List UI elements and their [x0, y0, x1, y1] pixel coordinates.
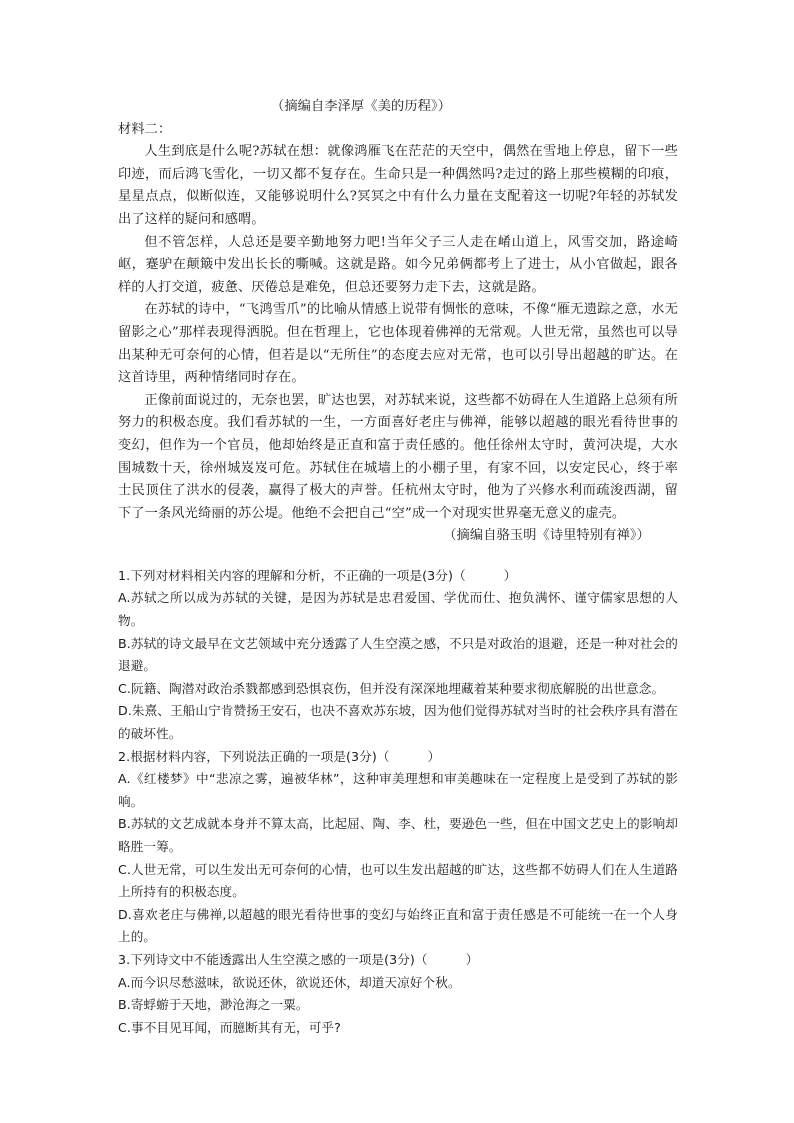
question-stem: 1.下列对材料相关内容的理解和分析，不正确的一项是(3分)（ ） [118, 567, 517, 583]
question-2 [118, 746, 678, 949]
option-a: A.《红楼梦》中“悲凉之雾，遍被华林”，这种审美理想和审美趣味在一定程度上是受到了苏轼的影响。 [118, 771, 678, 809]
option-d: D.喜欢老庄与佛禅,以超越的眼光看待世事的变幻与始终正直和富于责任感是不可能统一在一个人身上的。 [118, 906, 678, 945]
material2-paragraph-2: 但不管怎样，人总还是要辛勤地努力吧!当年父子三人走在崤山道上，风雪交加，路途崎岖，蹇驴在颠簸中发出长长的嘶喊。这就是路。如今兄弟俩都考上了进士，从小官做起，跟各样的人打交道，疲惫、厌倦总是难免，但总还要努力走下去，这就是路。 [118, 234, 678, 295]
material2-paragraph-1: 人生到底是什么呢?苏轼在想：就像鸿雁飞在茫茫的天空中，偶然在雪地上停息，留下一些印迹，而后鸿飞雪化，一切又都不复存在。生命只是一种偶然吗?走过的路上那些模糊的印痕，星星点点，似断似连，又能够说明什么?冥冥之中有什么力量在支配着这一切呢?年轻的苏轼发出了这样的疑问和感喟。 [118, 144, 678, 227]
material2-paragraph-3: 在苏轼的诗中，“飞鸿雪爪”的比喻从情感上说带有惆怅的意味，不像“雁无遗踪之意，水无留影之心”那样表现得洒脱。但在哲理上，它也体现着佛禅的无常观。人世无常，虽然也可以导出某种无可奈何的心情，但若是以“无所住”的态度去应对无常，也可以引导出超越的旷达。在这首诗里，两种情绪同时存在。 [118, 302, 678, 386]
option-c: C.人世无常，可以生发出无可奈何的心情，也可以生发出超越的旷达，这些都不妨碍人们在人生道路上所持有的积极态度。 [118, 861, 678, 900]
material2-paragraph-4: 正像前面说过的，无奈也罢，旷达也罢，对苏轼来说，这些都不妨碍在人生道路上总须有所努力的积极态度。我们看苏轼的一生，一方面喜好老庄与佛禅，能够以超越的眼光看待世事的变幻，但作为一个官员，他却始终是正直和富于责任感的。他任徐州太守时，黄河决堤，大水围城数十天，徐州城岌岌可危。苏轼住在城墙上的小棚子里，有家不回，以安定民心，终于率士民顶住了洪水的侵袭，赢得了极大的声誉。任杭州太守时，他为了兴修水利而疏浚西湖，留下了一条风光绮丽的苏公堤。他绝不会把自己“空”成一个对现实世界毫无意义的虚壳。 [118, 392, 678, 521]
option-d: D.朱熹、王船山宁肯赞扬王安石，也决不喜欢苏东坡，因为他们觉得苏轼对当时的社会秩序具有潜在的破坏性。 [118, 703, 678, 742]
exam-page [118, 96, 678, 1039]
option-c: C.事不目见耳闻，而臆断其有无，可乎? [118, 1019, 341, 1035]
option-b: B.苏轼的诗文最早在文艺领域中充分透露了人生空漠之感，不只是对政治的退避，还是一种对社会的退避。 [118, 635, 678, 674]
question-3 [118, 949, 678, 1039]
option-b: B.苏轼的文艺成就本身并不算太高，比起屈、陶、李、杜，要逊色一些，但在中国文艺史上的影响却略胜一筹。 [118, 816, 678, 854]
material2-label: 材料二： [118, 121, 172, 137]
option-b: B.寄蜉蝣于天地，渺沧海之一粟。 [118, 997, 309, 1013]
option-a: A.苏轼之所以成为苏轼的关键，是因为苏轼是忠君爱国、学优而仕、抱负满怀、谨守儒家思想的人物。 [118, 590, 678, 629]
option-a: A.而今识尽愁滋味，欲说还休，欲说还休，却道天凉好个秋。 [118, 974, 461, 990]
question-stem: 2.根据材料内容，下列说法正确的一项是(3分)（ ） [118, 748, 441, 764]
material2-source: （摘编自骆玉明《诗里特别有禅》） [443, 528, 650, 544]
section-gap [118, 548, 678, 565]
material1-source: （摘编自李泽厚《美的历程》） [271, 99, 452, 114]
option-c: C.阮籍、陶潜对政治杀戮都感到恐惧哀伤，但并没有深深地埋藏着某种要求彻底解脱的出世意念。 [118, 680, 665, 696]
question-1 [118, 565, 678, 746]
question-stem: 3.下列诗文中不能透露出人生空漠之感的一项是(3分)（ ） [118, 951, 479, 967]
